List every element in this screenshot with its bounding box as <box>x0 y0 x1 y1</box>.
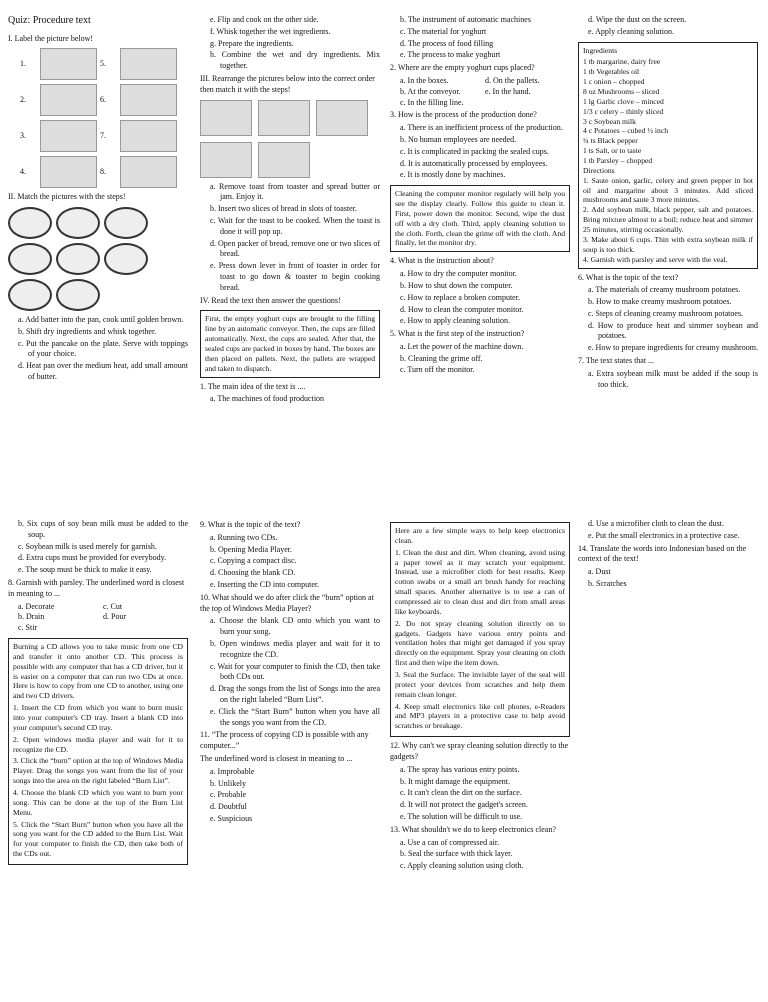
option: e. The soup must be thick to make it easy. <box>18 565 152 575</box>
option: b. How to make creamy mushroom potatoes. <box>588 297 732 307</box>
option: a. How to dry the computer monitor. <box>400 269 517 279</box>
option: a. Extra soybean milk must be added if the soup is too thick. <box>588 368 758 389</box>
option: c. Probable <box>210 790 246 800</box>
toast-step-picture <box>200 142 252 178</box>
option: d. Choosing the blank CD. <box>210 568 296 578</box>
option: a. Use a can of compressed air. <box>400 837 500 847</box>
step-item: f. Whisk together the wet ingredients. <box>210 26 331 36</box>
recipe-line: 1. Saute onion, garlic, celery and green pepper in hot oil and margarine about 3 minutes. Add sliced mushrooms and saute 3 more minutes. <box>583 175 753 205</box>
option: a. Let the power of the machine down. <box>400 341 524 351</box>
question-13-options-continued <box>588 519 758 542</box>
step-item: d. Open packer of bread, remove one or two slices of bread. <box>210 238 380 259</box>
question-3: 3. How is the process of the production done? <box>390 110 537 120</box>
option: a. There is an inefficient process of the production. <box>400 123 563 133</box>
section-4-heading: IV. Read the text then answer the questions! <box>200 295 341 305</box>
option: d. It will not protect the gadget's screen. <box>400 800 528 810</box>
option: a. Decorate <box>18 601 55 611</box>
passage-paragraph: Burning a CD allows you to take music from one CD and transfer it onto another CD. This process is possible with any computer that has a CD driver, but it is easier on a computer that can run two CDs at once. Here is how to copy from one CD to another, using one and two CD drivers. <box>13 641 183 701</box>
passage-paragraph: 4. Choose the blank CD which you want to burn your song. This can be done at the top of the Burn List Menu. <box>13 788 183 817</box>
recipe-line: 4. Garnish with parsley and serve with the veal. <box>583 254 728 264</box>
ingredient-picture <box>40 84 97 116</box>
passage-paragraph: 3. Click the “burn” option at the top of Windows Media Player. Drag the songs you want from the list of your songs into the area on the right labeled “Burn List”. <box>13 756 183 786</box>
toast-step-picture <box>316 100 368 136</box>
option: b. Scratches <box>588 578 627 588</box>
toast-step-picture <box>258 142 310 178</box>
option: e. In the hand. <box>485 86 531 96</box>
monitor-passage: Cleaning the computer monitor regularly will help you see the display clearly. Follow this guide to clean it. First, power down the monitor. Second, wipe the dust off with a dry cloth. Third, apply cleaning solution to the cloth. Forth, clean the grime off with the cloth. And finally, let the monitor dry. <box>390 185 570 252</box>
pancake-step-picture <box>8 279 52 311</box>
label-number: 3. <box>20 130 26 140</box>
question-1: 1. The main idea of the text is .... <box>200 381 306 391</box>
section-2-heading: II. Match the pictures with the steps! <box>8 192 126 202</box>
option: a. In the boxes. <box>400 75 449 85</box>
column-1-bottom <box>8 518 188 869</box>
option: e. Put the small electronics in a protective case. <box>588 530 740 540</box>
option: b. How to shut down the computer. <box>400 280 513 290</box>
option: d. Drag the songs from the list of Songs into the area on the right labeled “Burn List”. <box>210 684 380 704</box>
recipe-line: 3. Make about 6 cups. Thin with extra soybean milk if soup is too thick. <box>583 234 753 254</box>
recipe-line: 4 c Potatoes – cubed ½ inch <box>583 126 668 136</box>
recipe-line: Directions <box>583 165 615 175</box>
label-number: 2. <box>20 94 26 104</box>
question-9-options <box>210 533 380 591</box>
column-2-bottom <box>200 518 380 827</box>
question-5-options-continued <box>588 15 758 38</box>
label-pictures-grid <box>20 48 188 188</box>
recipe-line: 8 oz Mushrooms – sliced <box>583 87 660 97</box>
option: a. Dust <box>588 567 611 577</box>
option: c. Cut <box>103 601 123 611</box>
recipe-line: 1 ts Salt, or to taste <box>583 146 642 156</box>
label-number: 4. <box>20 166 26 176</box>
recipe-line: Ingredients <box>583 45 618 55</box>
option: d. Wipe the dust on the screen. <box>588 15 687 24</box>
toast-steps <box>210 182 380 294</box>
option: d. Use a microfiber cloth to clean the dust. <box>588 519 724 528</box>
question-11-prompt: The underlined word is closest in meaning to ... <box>200 753 353 763</box>
ingredient-picture <box>120 84 177 116</box>
step-item: d. Heat pan over the medium heat, add small amount of butter. <box>18 361 188 382</box>
option: e. Inserting the CD into computer. <box>210 579 320 589</box>
option: c. It can't clean the dirt on the surface. <box>400 788 522 798</box>
passage-paragraph: 2. Do not spray cleaning solution directly on to gadgets. Gadgets have various entry points and ventilation holes that might get damaged if you spray directly on the equipment. Spray your cleaning on cloth first and then wipe the item down. <box>395 618 565 668</box>
question-3-options <box>400 123 570 181</box>
column-3-bottom <box>390 518 570 874</box>
pancake-steps-continued <box>210 15 380 72</box>
electronics-passage <box>390 522 570 737</box>
pancake-step-picture <box>104 207 148 239</box>
question-2-options <box>400 76 570 108</box>
question-9: 9. What is the topic of the text? <box>200 520 301 529</box>
passage-paragraph: 5. Click the “Start Burn” button when you have all the song you want for the CD added to the Burn List. Wait for your computer to finish the CD, then take both of the CDs out. <box>13 819 183 859</box>
option: c. Steps of cleaning creamy mushroom potatoes. <box>588 308 744 318</box>
pancake-step-picture <box>8 207 52 239</box>
option: c. Copying a compact disc. <box>210 556 297 566</box>
option: b. Unlikely <box>210 778 246 788</box>
option: e. How to prepare ingredients for creamy mushroom. <box>588 343 758 353</box>
option: e. It is mostly done by machines. <box>400 170 506 180</box>
option: b. Opening Media Player. <box>210 544 292 554</box>
step-item: c. Wait for the toast to be cooked. When the toast is done it will pop up. <box>210 215 380 236</box>
option: b. Six cups of soy bean milk must be added to the soup. <box>18 519 188 539</box>
recipe-line: 1 tb Parsley – chopped <box>583 156 653 166</box>
step-item: b. Insert two slices of bread in slots of toaster. <box>210 204 357 214</box>
question-6-options <box>588 285 758 354</box>
pancake-step-picture <box>56 243 100 275</box>
option: b. Open windows media player and wait for it to recognize the CD. <box>210 638 380 659</box>
pancake-step-picture <box>104 243 148 275</box>
recipe-line: 3 c Soybean milk <box>583 116 636 126</box>
question-12: 12. Why can't we spray cleaning solution directly to the gadgets? <box>390 741 569 761</box>
option: b. Drain <box>18 612 45 622</box>
question-10-options <box>210 616 380 728</box>
question-8-options <box>18 602 188 634</box>
option: b. At the conveyor. <box>400 86 461 96</box>
recipe-line: 1 tb Vegetables oil <box>583 67 640 77</box>
option: c. How to replace a broken computer. <box>400 292 520 302</box>
option: c. Apply cleaning solution using cloth. <box>400 861 524 871</box>
column-4-top <box>578 14 758 392</box>
toast-step-picture <box>200 100 252 136</box>
option: b. Seal the surface with thick layer. <box>400 849 513 859</box>
pancake-steps <box>18 315 188 383</box>
passage-paragraph: 1. Clean the dust and dirt. When cleaning, avoid using a paper towel as it may scratch your equipment. Instead, use a microfiber cloth for best results. Keep cotton swabs or a small art brush handy for reaching small spaces. Another alternative is to use a can of compressed air to clean dust and dirt from small areas like keyboards. <box>395 547 565 616</box>
option: b. Cleaning the grime off. <box>400 353 483 363</box>
step-item: g. Prepare the ingredients. <box>210 38 294 48</box>
pancake-step-picture <box>8 243 52 275</box>
step-item: e. Flip and cook on the other side. <box>210 15 319 24</box>
option: c. It is complicated in packing the sealed cups. <box>400 146 549 156</box>
option: e. How to apply cleaning solution. <box>400 316 510 326</box>
option: c. Soybean milk is used merely for garnish. <box>18 541 157 551</box>
question-14-options <box>588 567 758 590</box>
question-11: 11. “The process of copying CD is possible with any computer...” <box>200 730 369 751</box>
option: d. Doubtful <box>210 802 247 812</box>
option: d. It is automatically processed by employees. <box>400 158 548 168</box>
option: c. Wait for your computer to finish the CD, then take both CDs out. <box>210 661 380 682</box>
option: e. The process to make yoghurt <box>400 50 501 60</box>
section-3-heading: III. Rearrange the pictures below into the correct order then match it with the steps! <box>200 73 375 94</box>
ingredient-picture <box>120 156 177 188</box>
option: c. Turn off the monitor. <box>400 365 475 375</box>
step-item: a. Add batter into the pan, cook until golden brown. <box>18 315 184 325</box>
burning-cd-passage <box>8 638 188 865</box>
question-5: 5. What is the first step of the instruction? <box>390 329 525 339</box>
question-4-options <box>400 269 570 327</box>
column-2-top <box>200 14 380 407</box>
section-1-heading: I. Label the picture below! <box>8 33 94 43</box>
label-number: 7. <box>100 130 106 140</box>
question-11-options <box>210 767 380 825</box>
step-item: h. Combine the wet and dry ingredients. Mix together. <box>210 50 380 71</box>
question-8: 8. Garnish with parsley. The underlined word is closest in meaning to ... <box>8 577 185 598</box>
question-14: 14. Translate the words into Indonesian based on the context of the text! <box>578 543 747 564</box>
step-item: a. Remove toast from toaster and spread butter or jam. Enjoy it. <box>210 181 380 202</box>
column-4-bottom <box>578 518 758 592</box>
option: e. Suspicious <box>210 813 253 823</box>
option: c. The material for yoghurt <box>400 26 487 36</box>
option: a. The spray has various entry points. <box>400 764 520 774</box>
option: e. The solution will be difficult to use. <box>400 811 523 821</box>
option: b. The instrument of automatic machines <box>400 15 531 24</box>
pancake-step-picture <box>56 279 100 311</box>
option: b. No human employees are needed. <box>400 134 517 144</box>
yoghurt-passage: First, the empty yoghurt cups are brought to the filling line by an automatic conveyor. Then, the cups are filled automatically. Next, the cups are sealed. After that, the sealed cups are packed in boxes by hand. The boxes are then placed on pallets. Next, the pallets are wrapped and taken to dispatch. <box>200 310 380 377</box>
option: d. The process of food filling <box>400 38 494 48</box>
option: e. Click the “Start Burn” button when you have all the songs you want from the CD. <box>210 706 380 727</box>
question-7-options <box>588 369 758 391</box>
toast-pictures <box>200 100 375 178</box>
option: a. Running two CDs. <box>210 532 278 542</box>
recipe-line: 1 c onion – chopped <box>583 77 645 87</box>
option: a. Improbable <box>210 766 255 776</box>
question-13-options <box>400 838 570 872</box>
recipe-line: 1 lg Garlic clove – minced <box>583 96 664 106</box>
ingredient-picture <box>40 156 97 188</box>
question-7-options-continued <box>18 519 188 576</box>
pancake-step-picture <box>56 207 100 239</box>
question-1-options-continued <box>400 15 570 61</box>
question-7: 7. The text states that ... <box>578 356 655 366</box>
ingredient-picture <box>120 48 177 80</box>
option: a. The materials of creamy mushroom potatoes. <box>588 285 741 295</box>
ingredient-picture <box>40 120 97 152</box>
recipe-line: 1 tb margarine, dairy free <box>583 57 661 67</box>
passage-paragraph: 2. Open windows media player and wait for it to recognize the CD. <box>13 734 183 754</box>
option: c. Stir <box>18 623 38 633</box>
question-13: 13. What shouldn't we do to keep electronics clean? <box>390 824 556 834</box>
question-12-options <box>400 765 570 823</box>
recipe-passage <box>578 42 758 269</box>
option: d. Pour <box>103 612 127 622</box>
recipe-line: ¼ ts Black pepper <box>583 136 638 146</box>
option: a. The machines of food production <box>210 394 325 404</box>
toast-step-picture <box>258 100 310 136</box>
recipe-line: 1/3 c celery – thinly sliced <box>583 106 664 116</box>
quiz-title: Quiz: Procedure text <box>8 15 91 26</box>
step-item: e. Press down lever in front of toaster in order for toast to go down & toaster to begin cooking bread. <box>210 261 380 292</box>
question-1-options <box>210 394 380 405</box>
label-number: 1. <box>20 58 26 68</box>
column-3-top <box>390 14 570 378</box>
ingredient-picture <box>40 48 97 80</box>
label-number: 5. <box>100 58 106 68</box>
label-number: 8. <box>100 166 106 176</box>
question-5-options <box>400 342 570 376</box>
option: d. On the pallets. <box>485 75 540 85</box>
step-item: b. Shift dry ingredients and whisk together. <box>18 326 157 336</box>
passage-paragraph: 4. Keep small electronics like cell phones, e-Readers and MP3 players in a protective case to help avoid scratches or breakage. <box>395 701 565 731</box>
option: d. How to produce heat and simmer soybean and potatoes. <box>588 320 758 341</box>
passage-paragraph: 3. Seal the Surface. The invisible layer of the seal will protect your devices from scratches and help them remain clean longer. <box>395 670 565 699</box>
passage-paragraph: 1. Insert the CD from which you want to burn music into your computer's CD tray. Insert a blank CD into your computer's second CD tray. <box>13 703 183 732</box>
question-4: 4. What is the instruction about? <box>390 256 494 266</box>
question-10: 10. What should we do after click the “burn” option at the top of Windows Media Player? <box>200 592 374 613</box>
question-2: 2. Where are the empty yoghurt cups placed? <box>390 63 535 73</box>
ingredient-picture <box>120 120 177 152</box>
option: c. In the filling line. <box>400 97 464 107</box>
option: d. How to clean the computer monitor. <box>400 304 524 314</box>
question-6: 6. What is the topic of the text? <box>578 272 679 282</box>
option: e. Apply cleaning solution. <box>588 26 674 36</box>
label-number: 6. <box>100 94 106 104</box>
column-1-top <box>8 14 188 385</box>
step-item: c. Put the pancake on the plate. Serve with toppings of your choice. <box>18 338 188 359</box>
pancake-pictures <box>8 207 188 311</box>
recipe-line: 2. Add soybean milk, black pepper, salt and potatoes. Bring mixture almost to a boil; reduce heat and simmer 25 minutes, stirring occasionally. <box>583 205 753 235</box>
option: b. It might damage the equipment. <box>400 776 510 786</box>
option: a. Choose the blank CD onto which you want to burn your song. <box>210 616 380 637</box>
passage-paragraph: Here are a few simple ways to help keep electronics clean. <box>395 526 565 545</box>
option: d. Extra cups must be provided for everybody. <box>18 553 167 563</box>
